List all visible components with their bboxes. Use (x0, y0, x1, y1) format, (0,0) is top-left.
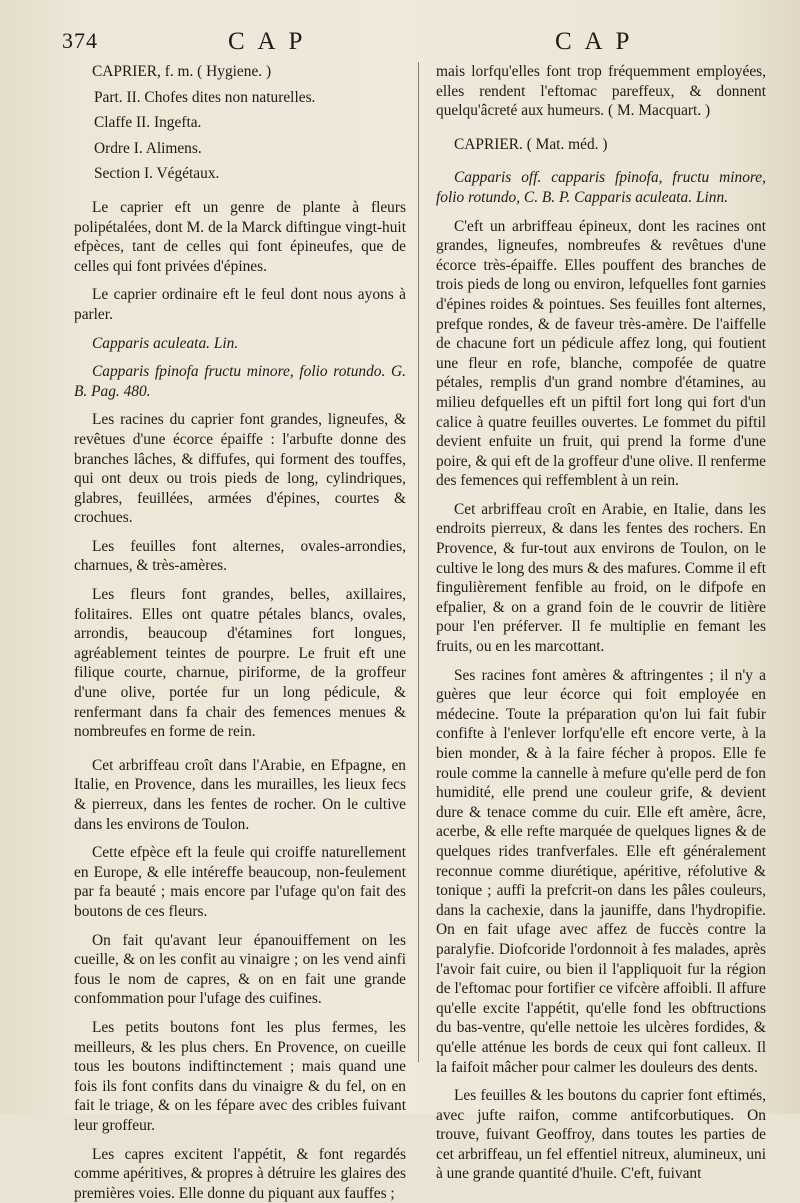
latin-name: Capparis aculeata. Lin. (74, 334, 406, 354)
latin-synonym: Capparis fpinofa fructu minore, folio rotundo. G. B. Pag. 480. (74, 362, 406, 401)
classification-ordre: Ordre I. Alimens. (74, 139, 406, 159)
paragraph: Cette efpèce eft la feule qui croiffe naturellement en Europe, & elle intéreffe beaucoup, non-feulement par fa beauté ; mais encore par l'ufage qu'on fait des boutons de ces fleurs. (74, 843, 406, 921)
column-divider (418, 62, 419, 1062)
running-title-right: C A P (555, 28, 633, 56)
paragraph: On fait qu'avant leur épanouiffement on les cueille, & on les confit au vinaigre ; on les vend ainfi fous le nom de capres, & on en fait une grande confommation pour l'ufage des cuifines. (74, 931, 406, 1009)
paragraph: Les racines du caprier font grandes, ligneufes, & revêtues d'une écorce épaiffe : l'arbufte donne des branches lâches, & diffufes, qui forment des touffes, qui ont deux ou trois pieds de long, cylindriques, glabres, feuillées, armées d'épines, courtes & crochues. (74, 410, 406, 528)
page-number: 374 (62, 28, 98, 54)
paragraph: Ses racines font amères & aftringentes ; il n'y a guères que leur écorce qui foit employée en médecine. Toute la préparation qu'on lui fait fubir confifte à l'enlever lorfqu'elle eft encore verte, à la bien monder, & à la faire fécher à propos. Elle fe roule comme la cannelle à mefure qu'elle perd de fon humidité, elle prend une couleur grife, & devient dure & tenace comme du cuir. Elle eft amère, âcre, acerbe, & elle refte marquée de quelques lignes & de quelques rides tranfverfales. Elle eft généralement reconnue comme diurétique, apéritive, réfolutive & tonique ; auffi la prefcrit-on dans les pâles couleurs, dans la cachexie, dans la jauniffe, dans l'hydropifie. On en fait ufage avec affez de fuccès contre la paralyfie. Diofcoride l'ordonnoit à fes malades, après l'avoir fait cuire, ou bien il l'appliquoit fur la région de l'eftomac pour fortifier ce vifcère affoibli. Il affure qu'elle excite l'appétit, qu'elle fond les obftructions du bas-ventre, qu'elle nettoie les ulcères fordides, & qu'elle atténue les bords de ceux qui font calleux. Il la faifoit mâcher pour calmer les douleurs des dents. (436, 666, 766, 1077)
classification-section: Section I. Végétaux. (74, 164, 406, 184)
paragraph: Cet arbriffeau croît dans l'Arabie, en Efpagne, en Italie, en Provence, dans les murailles, les lieux fecs & pierreux, dans les fentes de rocher. On le cultive dans les environs de Toulon. (74, 756, 406, 834)
paragraph: Le caprier ordinaire eft le feul dont nous ayons à parler. (74, 285, 406, 324)
paragraph: Le caprier eft un genre de plante à fleurs polipétalées, dont M. de la Marck diftingue vingt-huit efpèces, tant de celles qui font épineufes, que de celles qui font privées d'épines. (74, 198, 406, 276)
paragraph: C'eft un arbriffeau épineux, dont les racines ont grandes, ligneufes, nombreufes & revêtues d'une écorce très-épaiffe. Elles pouffent des branches de trois pieds de long ou environ, lefquelles font garnies d'épines roides & pointues. Ses feuilles font alternes, prefque rondes, & de faveur très-amère. De l'aiffelle de chacune fort un pédicule affez long, qui foutient une fleur en rofe, blanche, compofée de quatre pétales, remplis d'un grand nombre d'étamines, au milieu defquelles eft un piftil fort long qui fort d'un calice à quatre feuilles ouvertes. Le fommet du piftil devient enfuite un fruit, qui prend la forme d'une poire, & qui eft de la groffeur d'une olive. Il renferme des femences qui reffemblent à un rein. (436, 217, 766, 491)
paragraph: Les feuilles font alternes, ovales-arrondies, charnues, & très-amères. (74, 537, 406, 576)
entry-heading: CAPRIER, f. m. ( Hygiene. ) (74, 62, 406, 82)
running-title-left: C A P (228, 28, 306, 56)
left-column (74, 62, 406, 1203)
classification-part: Part. II. Chofes dites non naturelles. (74, 88, 406, 108)
paragraph: Cet arbriffeau croît en Arabie, en Italie, dans les endroits pierreux, & dans les fentes des rochers. En Provence, & fur-tout aux environs de Toulon, on le cultive le long des murs & des mafures. Comme il eft fingulièrement fenfible au froid, on le difpofe en efpalier, & on a grand foin de le couvrir de litière pour l'en préferver. Il fe multiplie en femant les fruits, ou en les marcottant. (436, 500, 766, 657)
classification-classe: Claffe II. Ingefta. (74, 113, 406, 133)
paragraph: Les capres excitent l'appétit, & font regardés comme apéritives, & propres à détruire les glaires des premières voies. Elle donne du piquant aux fauffes ; (74, 1145, 406, 1203)
paragraph: Les petits boutons font les plus fermes, les meilleurs, & les plus chers. En Provence, on cueille tous les boutons indiftinctement ; mais quand une fois ils font confits dans du vinaigre & du fel, on en fait le triage, & on les fépare avec des cribles fuivant leur groffeur. (74, 1018, 406, 1136)
paragraph: Les fleurs font grandes, belles, axillaires, folitaires. Elles ont quatre pétales blancs, ovales, arrondis, beaucoup d'étamines fort longues, agréablement teintes de pourpre. Le fruit eft une filique courte, charnue, piriforme, de la groffeur d'une olive, portée fur un long pédicule, & renfermant dans fa chair des femences menues & nombreufes en forme de rein. (74, 585, 406, 742)
right-column (436, 62, 766, 1184)
paragraph: Les feuilles & les boutons du caprier font eftimés, avec jufte raifon, comme antifcorbutiques. On trouve, fuivant Geoffroy, dans toutes les parties de cet arbriffeau, un fel effentiel nitreux, alumineux, uni à une grande quantité d'huile. C'eft, fuivant (436, 1086, 766, 1184)
entry-heading: CAPRIER. ( Mat. méd. ) (436, 135, 766, 155)
latin-synonym: Capparis off. capparis fpinofa, fructu minore, folio rotundo, C. B. P. Capparis aculeata. Linn. (436, 168, 766, 207)
paragraph: mais lorfqu'elles font trop fréquemment employées, elles rendent l'eftomac pareffeux, & donnent quelqu'âcreté aux humeurs. ( M. Macquart. ) (436, 62, 766, 121)
